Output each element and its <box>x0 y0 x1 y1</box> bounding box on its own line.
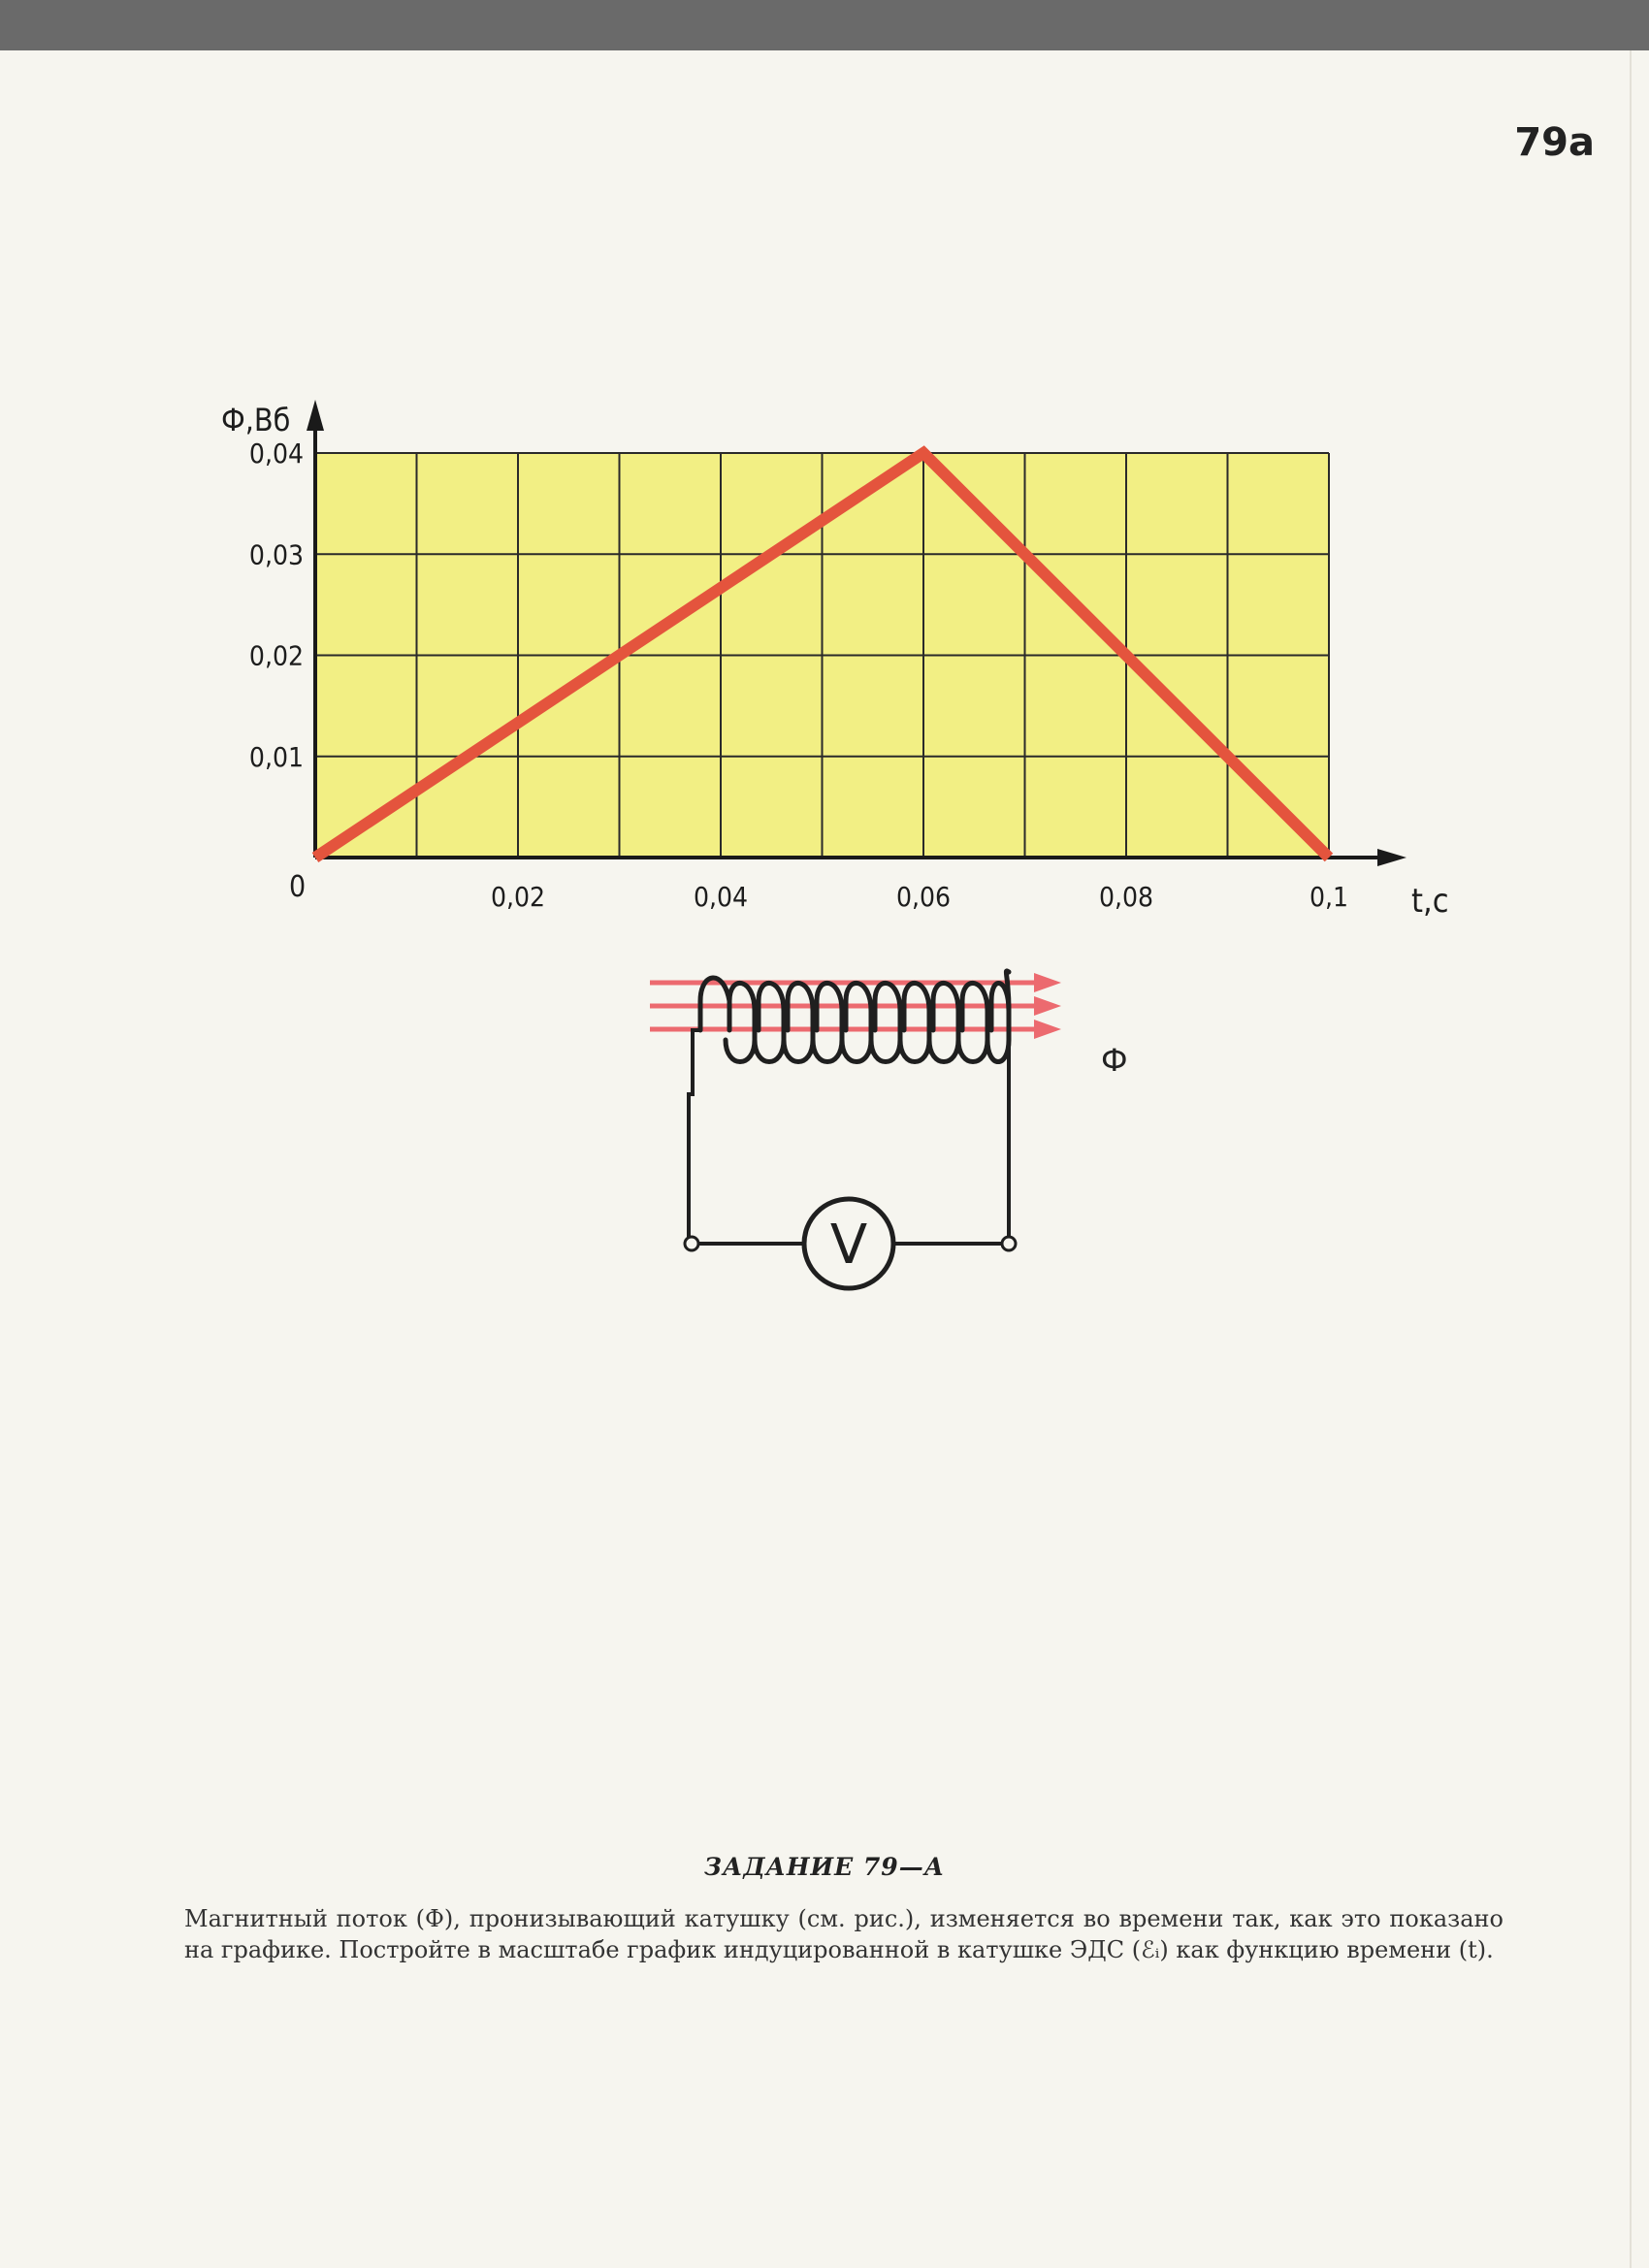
flux-arrow <box>650 1020 1061 1039</box>
flux-label: Ф <box>1101 1042 1128 1079</box>
x-tick-label: 0,06 <box>895 881 952 913</box>
origin-label: 0 <box>289 870 307 904</box>
y-tick-label: 0,03 <box>248 538 304 571</box>
flux-chart <box>221 400 1449 921</box>
y-axis-arrow <box>307 400 324 431</box>
figure <box>0 50 1649 1797</box>
x-tick-label: 0,08 <box>1098 881 1154 913</box>
x-axis-arrow <box>1377 849 1406 866</box>
y-tick-label: 0,04 <box>248 437 304 470</box>
y-tick-label: 0,02 <box>248 639 304 672</box>
voltmeter-label: V <box>829 1214 868 1277</box>
page-number: 79а <box>1514 120 1595 165</box>
y-axis-label: Ф,Вб <box>221 402 291 438</box>
x-axis-label: t,c <box>1411 882 1449 921</box>
x-tick-label: 0,04 <box>693 881 749 913</box>
terminal-left <box>685 1237 698 1250</box>
x-tick-label: 0,1 <box>1309 881 1349 913</box>
y-tick-label: 0,01 <box>248 740 304 773</box>
book-page <box>0 50 1649 2268</box>
coil-circuit-diagram <box>650 971 1128 1288</box>
task-text: Магнитный поток (Ф), пронизывающий катушку (см. рис.), изменяется во времени так, как это показано на графике. Постройте в масштабе график индуцированной в катушке ЭДС (ℰᵢ) как функцию времени (t). <box>184 1905 1504 1963</box>
flux-arrow <box>650 996 1061 1016</box>
x-tick-label: 0,02 <box>490 881 546 913</box>
voltmeter <box>804 1199 893 1288</box>
terminal-right <box>1002 1237 1016 1250</box>
task-title: ЗАДАНИЕ 79—А <box>703 1853 946 1881</box>
